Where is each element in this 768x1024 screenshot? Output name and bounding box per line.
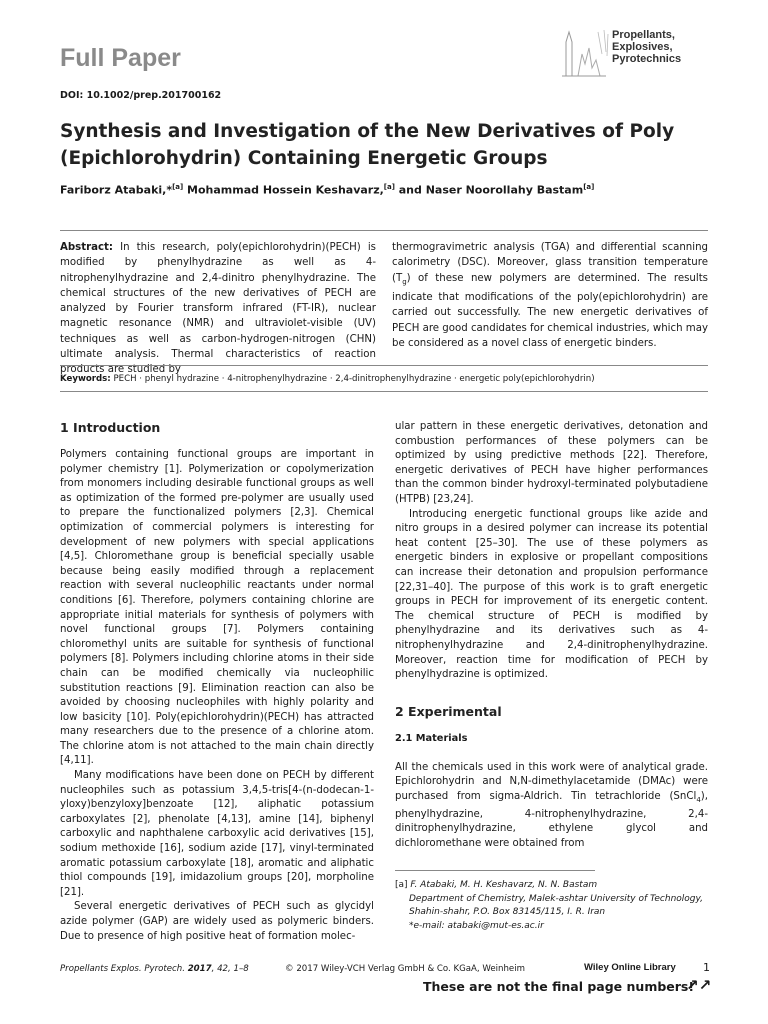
citation (60, 964, 249, 974)
page-number: 1 (703, 961, 710, 974)
keywords-text: PECH · phenyl hydrazine · 4-nitrophenylhydrazine · 2,4-dinitrophenylhydrazine · energetic poly(epichlorohydrin) (113, 374, 595, 384)
final-page-note: These are not the final page numbers! (423, 979, 695, 994)
footnote-department: Department of Chemistry, Malek-ashtar University of Technology, (409, 893, 703, 904)
rocket-logo-icon (558, 24, 610, 80)
abstract-text: thermogravimetric analysis (TGA) and differential scanning calorimetry (DSC). Moreover, glass transition temperature (T (392, 242, 708, 284)
author-3: and Naser Noorollahy Bastam (394, 183, 584, 197)
subscript: g (402, 277, 407, 286)
paragraph: Polymers containing functional groups are important in polymer chemistry [1]. Polymerization or copolymerization from monomers including desirable functional groups as well as optimization of the formed pre-polymer are usually used to prepare the functionalized polymers [2,3]. Chemical optimization of commercial polymers is interesting for development of new polymers with special applications [4,5]. Chloromethane group is beneficial specially usable because being easily modified through a replacement reaction with several nucleophilic reactants under normal conditions [6]. Therefore, polymers containing chlorine are appropriate initial materials for synthesis of polymers with novel functional groups [7]. Polymers containing chloromethyl units are suitable for synthesis of functional polymers [8]. Polymers including chlorine atoms in their side chain can be modified chemically via nucleophilic substitution reactions [9]. Elimination reaction can also be avoided by choosing nucleophiles with highly polarity and low basicity [10]. Poly(epichlorohydrin)(PECH) has attracted many researchers due to the presence of a chlorine atom. The chlorine atom is not attached to the main chain directly [4,11]. (60, 449, 374, 767)
journal-logo (558, 24, 728, 80)
section-label: Full Paper (60, 44, 181, 72)
author-list (60, 183, 720, 197)
section-heading-experimental: 2 Experimental (395, 703, 502, 719)
journal-name-line1: Propellants, (612, 29, 675, 41)
subsection-heading-materials: 2.1 Materials (395, 732, 468, 744)
subscript: 4 (696, 795, 701, 804)
journal-name-line3: Pyrotechnics (612, 53, 682, 65)
copyright: © 2017 Wiley-VCH Verlag GmbH & Co. KGaA, Weinheim (285, 964, 525, 974)
divider (60, 365, 708, 366)
abstract-left-column (60, 240, 376, 378)
footnote-mark: [a] (395, 880, 408, 890)
affiliation-mark: [a] (172, 183, 184, 191)
citation-year: 2017 (187, 964, 212, 974)
citation-volume: , 42, 1–8 (211, 964, 249, 974)
affiliation-mark: [a] (383, 183, 395, 191)
paragraph-text: ), phenylhydrazine, 4-nitrophenylhydrazine, 2,4-dinitrophenylhydrazine, ethylene glycol and dichloromethane were obtained from (395, 790, 708, 849)
divider (60, 391, 708, 392)
right-column (395, 420, 708, 851)
affiliation-mark: [a] (583, 183, 595, 191)
abstract-text: ) of these new polymers are determined. The results indicate that modifications of the poly(epichlorohydrin) are carried out successfully. The new energetic derivatives of PECH are good candidates for chemical industries, which may be considered as a novel class of energetic binders. (392, 272, 708, 349)
paragraph (395, 761, 708, 852)
paper-title: Synthesis and Investigation of the New Derivatives of Poly (Epichlorohydrin) Containing Energetic Groups (60, 121, 675, 169)
citation-journal: Propellants Explos. Pyrotech. (60, 964, 188, 974)
abstract-text: In this research, poly(epichlorohydrin)(PECH) is modified by phenylhydrazine as well as 4-nitrophenylhydrazine and 2,4-dinitro phenylhydrazine. The chemical structures of the new derivatives of PECH are analyzed by Fourier transform infrared (FT-IR), nuclear magnetic resonance (NMR) and ultraviolet-visible (UV) techniques as well as carbon-hydrogen-nitrogen (CHN) ultimate analysis. Thermal characteristics of reaction products are studied by (60, 242, 376, 376)
paragraph: Introducing energetic functional groups like azide and nitro groups in a desired polymer can increase its potential heat content [25–30]. The use of these polymers as energetic binders in explosive or propellant compositions can increase their detonation and propulsion performance [22,31–40]. The purpose of this work is to graft energetic groups in PECH for improvement of its energetic content. The chemical structure of PECH is modified by phenylhydrazine and its derivatives such as 4-nitrophenylhydrazine and 2,4-dinitrophenylhydrazine. Moreover, reaction time for modification of PECH by phenylhydrazine is optimized. (395, 508, 708, 681)
abstract-label: Abstract: (60, 242, 113, 253)
abstract-right-column (392, 240, 708, 351)
author-1: Fariborz Atabaki,* (60, 183, 173, 197)
footnote-address: Shahin-shahr, P.O. Box 83145/115, I. R. Iran (409, 907, 606, 917)
paragraph-text: All the chemicals used in this work were of analytical grade. Epichlorohydrin and N,N-dimethylacetamide (DMAc) were purchased from sigma-Aldrich. Tin tetrachloride (SnCl (395, 761, 708, 802)
paragraph: Many modifications have been done on PECH by different nucleophiles such as potassium 3,4,5-tris[4-(n-dodecan-1-yloxy)benzyloxy]benzoate [12], aliphatic potassium carboxylates [2], phenolate [4,13], amine [14], biphenyl carboxylic and naphthalene carboxylic acid derivatives [15], sodium methoxide [16], sodium azide [17], vinyl-terminated aromatic potassium carboxylate [18], aromatic and aliphatic thiol compounds [19], imidazolium groups [20], morpholine [21]. (60, 770, 374, 898)
author-2: Mohammad Hossein Keshavarz, (183, 183, 384, 197)
doi[interactable]: DOI: 10.1002/prep.201700162 (60, 90, 222, 101)
paragraph: Several energetic derivatives of PECH such as glycidyl azide polymer (GAP) are widely used as polymeric binders. Due to presence of high positive heat of formation molec- (60, 901, 374, 942)
wiley-online-library-link[interactable]: Wiley Online Library (584, 962, 676, 973)
divider (60, 230, 708, 231)
footnote-names: F. Atabaki, M. H. Keshavarz, N. N. Bastam (410, 880, 598, 890)
footnote-email[interactable]: *e-mail: atabaki@mut-es.ac.ir (409, 920, 544, 931)
left-column (60, 420, 374, 944)
paragraph: ular pattern in these energetic derivatives, detonation and combustion performances of these polymers can be optimized by using predictive methods [22]. Therefore, energetic derivatives of PECH have higher performances than the common binder hydroxyl-terminated polybutadiene (HTPB) [23,24]. (395, 421, 708, 505)
journal-name-line2: Explosives, (612, 41, 673, 53)
keywords (60, 374, 708, 384)
footnote-divider (395, 870, 595, 871)
keywords-label: Keywords: (60, 374, 111, 384)
arrow-icon: ↗↗ (686, 976, 712, 994)
section-heading-introduction: 1 Introduction (60, 420, 161, 435)
footnote (395, 879, 708, 933)
